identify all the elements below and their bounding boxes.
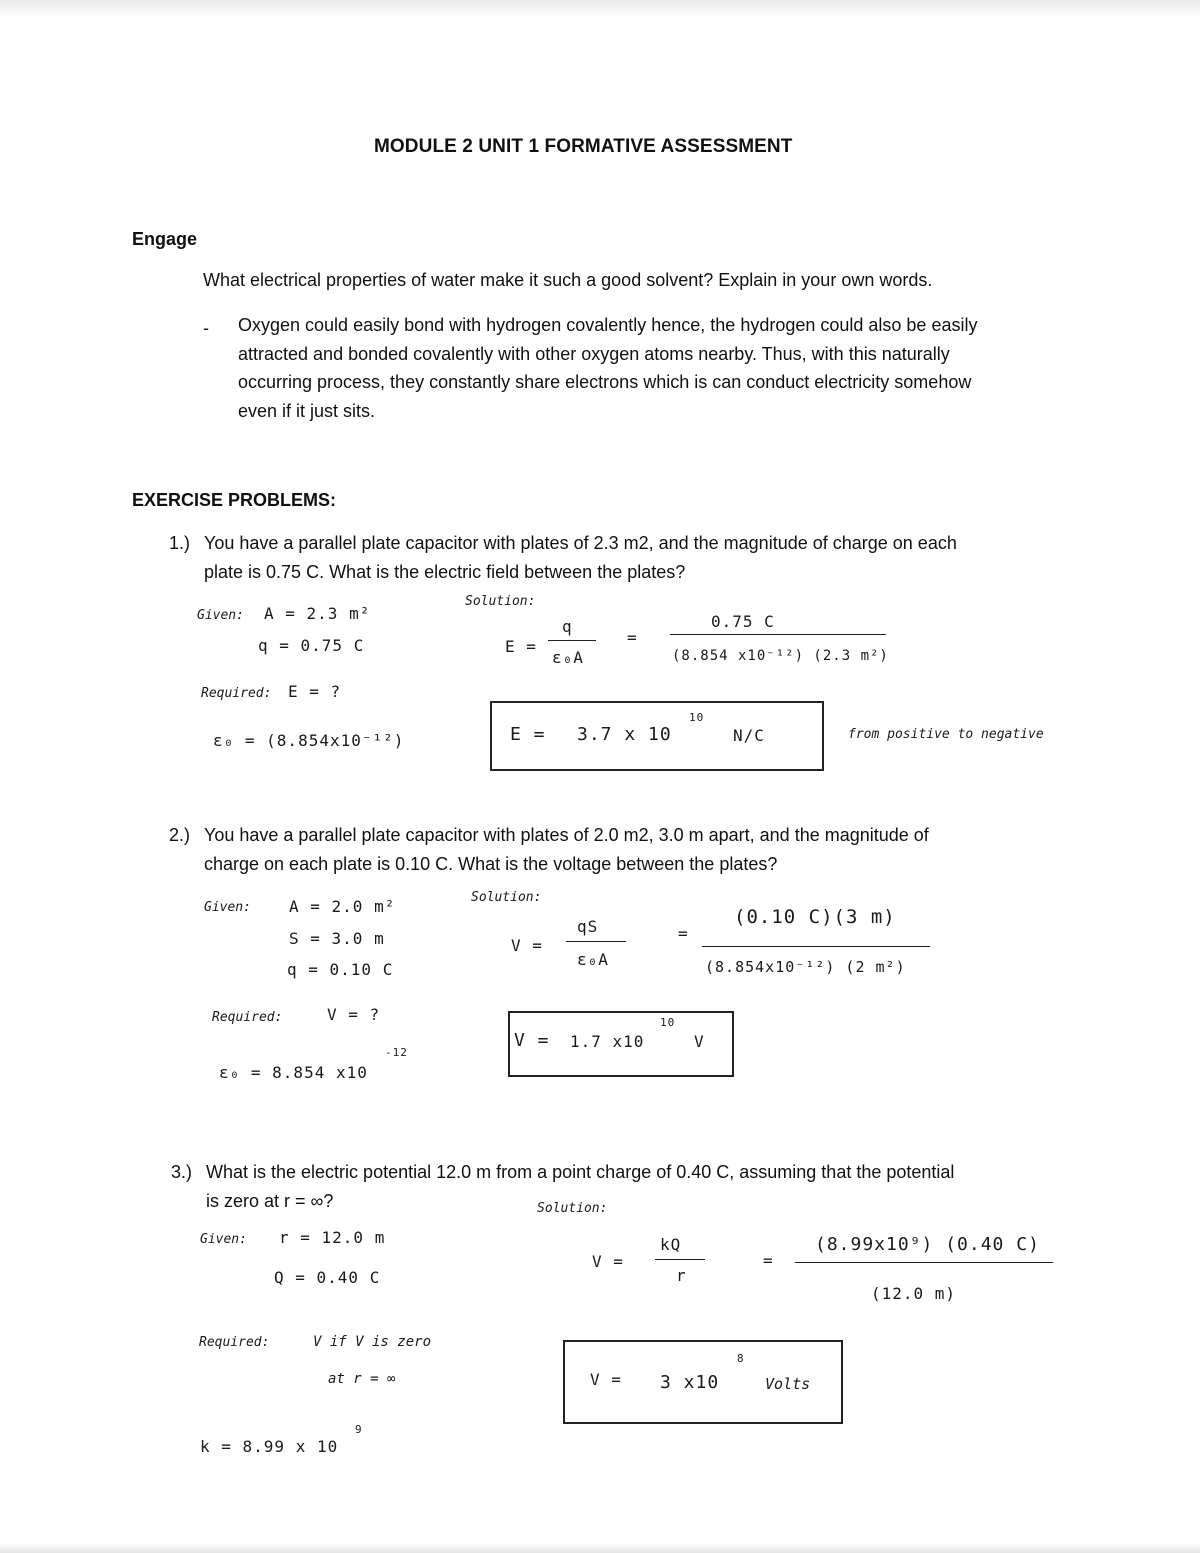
p2-given-area: A = 2.0 m² [289,897,396,916]
p2-sub-fraction-bar [702,946,930,947]
p3-answer-mantissa: 3 x10 [660,1372,720,1393]
p2-formula-numerator: qS [577,917,599,936]
p2-sub-numerator: (0.10 C)(3 m) [734,906,896,928]
p3-solution-label: Solution: [537,1201,608,1216]
p3-given-label: Given: [200,1232,247,1247]
p3-required-line-2: at r = ∞ [328,1371,396,1387]
page-title: MODULE 2 UNIT 1 FORMATIVE ASSESSMENT [374,136,793,157]
problem-2-number: 2.) [169,825,191,845]
p2-given-separation: S = 3.0 m [289,929,385,948]
p3-formula-fraction-bar [655,1259,705,1260]
exercise-heading: EXERCISE PROBLEMS: [132,490,337,510]
p3-formula-numerator: kQ [660,1235,682,1254]
p1-given-label: Given: [197,608,244,623]
answer-line-1: Oxygen could easily bond with hydrogen covalently hence, the hydrogen could also be easily [238,315,978,335]
p3-sub-numerator: (8.99x10⁹) (0.40 C) [815,1234,1040,1255]
p3-sub-denominator: (12.0 m) [871,1284,957,1303]
p1-direction-note: from positive to negative [848,727,1044,742]
p3-sub-fraction-bar [795,1262,1053,1263]
p3-equals-sign: = [763,1251,774,1270]
p1-sub-numerator: 0.75 C [711,612,775,631]
problem-2-line-1: You have a parallel plate capacitor with plates of 2.0 m2, 3.0 m apart, and the magnitude of [204,825,929,845]
p2-answer-exponent: 10 [660,1016,676,1029]
problem-1-line-2: plate is 0.75 C. What is the electric field between the plates? [204,562,686,582]
answer-line-3: occurring process, they constantly share electrons which is can conduct electricity somehow [238,372,972,392]
p3-answer-unit: Volts [765,1375,811,1393]
p2-answer-lhs: V = [514,1030,550,1051]
p3-formula-lhs: V = [592,1252,624,1271]
p1-answer-lhs: E = [510,724,546,745]
p2-equals-sign: = [678,924,689,943]
p1-equals-sign: = [627,628,638,647]
problem-3-line-1: What is the electric potential 12.0 m from a point charge of 0.40 C, assuming that the potential [206,1162,955,1182]
p3-constant-exponent: 9 [355,1423,363,1436]
p1-answer-exponent: 10 [689,711,705,724]
p2-sub-denominator: (8.854x10⁻¹²) (2 m²) [705,958,906,976]
p1-formula-numerator: q [562,617,573,636]
p3-answer-lhs: V = [590,1370,622,1389]
p3-required-line-1: V if V is zero [313,1334,432,1350]
problem-2-line-2: charge on each plate is 0.10 C. What is the voltage between the plates? [204,854,778,874]
p2-constant: ε₀ = 8.854 x10 [219,1063,368,1082]
p1-answer-mantissa: 3.7 x 10 [577,724,672,745]
p2-given-label: Given: [204,900,251,915]
p1-formula-lhs: E = [505,637,537,656]
p3-formula-denominator: r [676,1266,687,1285]
p2-answer-mantissa: 1.7 x10 [570,1032,645,1051]
problem-3-number: 3.) [171,1162,193,1182]
p1-sub-denominator: (8.854 x10⁻¹²) (2.3 m²) [672,648,889,664]
p1-sub-fraction-bar [670,634,886,635]
p2-formula-fraction-bar [566,941,626,942]
p2-answer-unit: V [694,1032,705,1051]
p2-formula-denominator: ε₀A [577,950,609,969]
p3-required-label: Required: [199,1335,270,1350]
answer-bullet: - [203,318,209,338]
p1-given-area: A = 2.3 m² [264,604,371,623]
p1-answer-unit: N/C [733,726,765,745]
p2-constant-exponent: -12 [385,1046,408,1059]
p2-solution-label: Solution: [471,890,542,905]
p1-given-charge: q = 0.75 C [258,636,365,655]
p1-formula-denominator: ε₀A [552,648,584,667]
problem-3-line-2: is zero at r = ∞? [206,1191,334,1211]
problem-1-line-1: You have a parallel plate capacitor with plates of 2.3 m2, and the magnitude of charge on each [204,533,957,553]
p1-required-value: E = ? [288,682,342,701]
p2-formula-lhs: V = [511,936,543,955]
scan-bottom-edge [0,1543,1200,1553]
p3-given-distance: r = 12.0 m [279,1228,386,1247]
p1-required-label: Required: [201,686,272,701]
p3-answer-exponent: 8 [737,1352,745,1365]
p2-required-label: Required: [212,1010,283,1025]
p1-formula-fraction-bar [548,640,596,641]
answer-line-2: attracted and bonded covalently with other oxygen atoms nearby. Thus, with this naturally [238,344,950,364]
engage-heading: Engage [132,229,198,249]
problem-1-number: 1.) [169,533,191,553]
p1-constant: ε₀ = (8.854x10⁻¹²) [213,731,405,750]
p2-required-value: V = ? [327,1005,381,1024]
p1-solution-label: Solution: [465,594,536,609]
p2-given-charge: q = 0.10 C [287,960,394,979]
scan-top-edge [0,0,1200,18]
answer-line-4: even if it just sits. [238,401,376,421]
p3-given-charge: Q = 0.40 C [274,1268,381,1287]
p3-constant: k = 8.99 x 10 [200,1437,339,1456]
engage-question: What electrical properties of water make it such a good solvent? Explain in your own words. [203,270,933,290]
